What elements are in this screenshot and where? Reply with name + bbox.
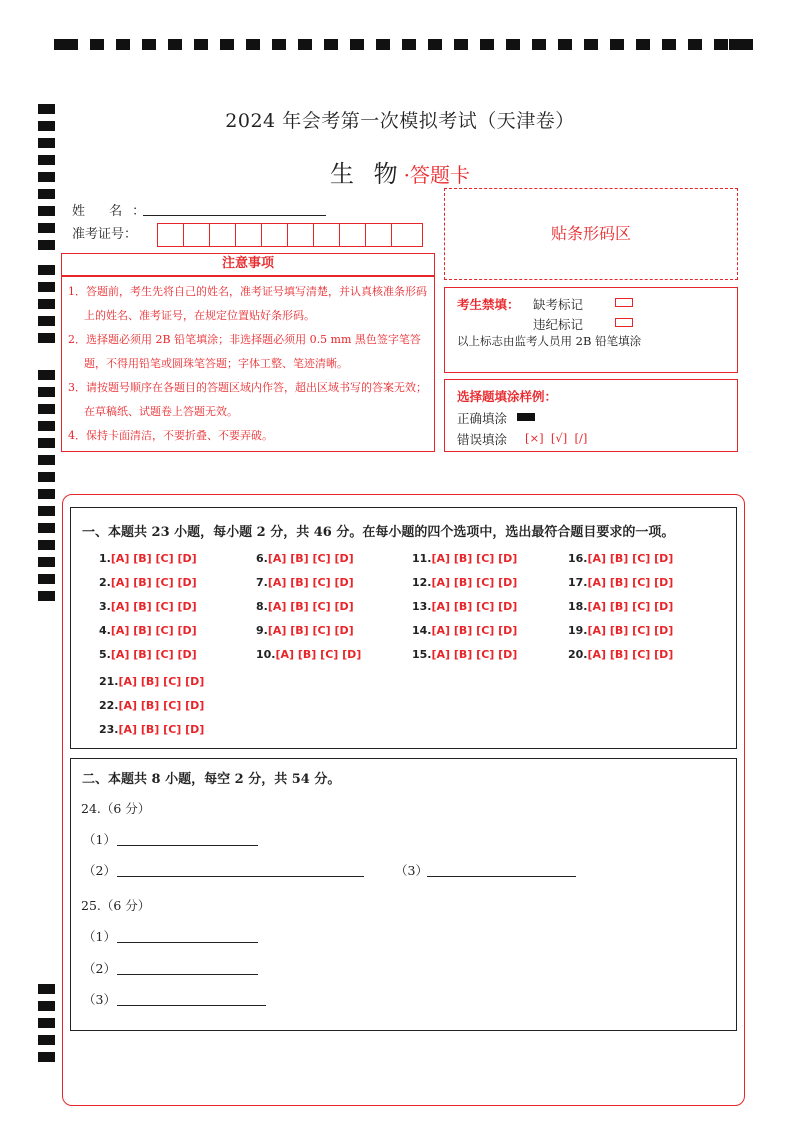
mc-question-number: 3. — [99, 600, 111, 613]
mc-options[interactable]: [A] [B] [C] [D] — [110, 624, 197, 637]
mc-options[interactable]: [A] [B] [C] [D] — [118, 723, 205, 736]
mc-question[interactable] — [99, 624, 197, 637]
id-cell[interactable] — [210, 224, 236, 246]
timing-mark — [38, 489, 55, 499]
mc-question[interactable] — [99, 699, 204, 712]
mc-question-number: 19. — [568, 624, 588, 637]
timing-mark — [90, 39, 104, 50]
timing-mark — [558, 39, 572, 50]
timing-mark — [38, 404, 55, 414]
notice-title-box — [61, 253, 435, 276]
mc-options[interactable]: [A] [B] [C] [D] — [118, 675, 205, 688]
q24-label: 24.（6 分） — [81, 801, 151, 816]
mc-question[interactable] — [99, 723, 204, 736]
wrong-fill-label: 错误填涂 — [457, 432, 508, 447]
mc-question[interactable] — [412, 576, 517, 589]
timing-mark — [714, 39, 728, 50]
timing-mark — [54, 39, 78, 50]
mc-question[interactable] — [99, 552, 197, 565]
q25-blank1-label: （1） — [83, 929, 116, 944]
mc-options[interactable]: [A] [B] [C] [D] — [110, 576, 197, 589]
timing-mark — [38, 223, 55, 233]
mc-question[interactable] — [256, 600, 354, 613]
barcode-area — [444, 188, 738, 280]
section1-box — [70, 507, 737, 749]
timing-mark — [38, 455, 55, 465]
correct-fill-sample — [517, 413, 535, 421]
timing-mark — [532, 39, 546, 50]
id-cell[interactable] — [158, 224, 184, 246]
mc-question[interactable] — [256, 648, 361, 661]
mc-question[interactable] — [99, 600, 197, 613]
mc-question-number: 5. — [99, 648, 111, 661]
absent-label: 缺考标记 — [533, 297, 584, 312]
mc-question[interactable] — [412, 552, 517, 565]
mc-options[interactable]: [A] [B] [C] [D] — [110, 600, 197, 613]
q25-blank3[interactable] — [117, 1004, 266, 1006]
violation-mark[interactable] — [615, 318, 633, 327]
answer-card-label: 答题卡 — [410, 163, 470, 187]
timing-mark — [454, 39, 468, 50]
timing-mark — [298, 39, 312, 50]
timing-mark — [350, 39, 364, 50]
mc-question-number: 1. — [99, 552, 111, 565]
mc-question[interactable] — [256, 624, 354, 637]
mc-options[interactable]: [A] [B] [C] [D] — [431, 552, 518, 565]
mc-options[interactable]: [A] [B] [C] [D] — [267, 600, 354, 613]
mc-question-number: 17. — [568, 576, 588, 589]
mc-question-number: 8. — [256, 600, 268, 613]
mc-options[interactable]: [A] [B] [C] [D] — [431, 600, 518, 613]
mc-options[interactable]: [A] [B] [C] [D] — [431, 624, 518, 637]
mc-options[interactable]: [A] [B] [C] [D] — [431, 648, 518, 661]
mc-options[interactable]: [A] [B] [C] [D] — [110, 552, 197, 565]
name-field[interactable] — [143, 214, 326, 216]
mc-question-number: 2. — [99, 576, 111, 589]
q25-blank1[interactable] — [117, 941, 258, 943]
id-cell[interactable] — [314, 224, 340, 246]
q24-blank1-label: （1） — [83, 832, 116, 847]
id-cell[interactable] — [184, 224, 210, 246]
mc-options[interactable]: [A] [B] [C] [D] — [275, 648, 362, 661]
violation-label: 违纪标记 — [533, 317, 584, 332]
mc-question[interactable] — [99, 648, 197, 661]
timing-mark — [38, 540, 55, 550]
sample-box — [444, 379, 738, 452]
mc-question-number: 14. — [412, 624, 432, 637]
q24-blank3-label: （3） — [395, 863, 428, 878]
timing-mark — [272, 39, 286, 50]
q25-blank3-label: （3） — [83, 992, 116, 1007]
notice-item: 3．请按题号顺序在各题目的答题区域内作答，超出区域书写的答案无效；在草稿纸、试题卷上答题无效。 — [68, 381, 427, 418]
correct-fill-label: 正确填涂 — [457, 411, 508, 426]
notice-item: 4．保持卡面清洁，不要折叠、不要弄破。 — [68, 429, 273, 442]
mc-question[interactable] — [256, 576, 354, 589]
id-cell[interactable] — [262, 224, 288, 246]
mc-options[interactable]: [A] [B] [C] [D] — [587, 600, 674, 613]
timing-mark — [38, 472, 55, 482]
mc-options[interactable]: [A] [B] [C] [D] — [587, 576, 674, 589]
timing-mark — [116, 39, 130, 50]
id-cell[interactable] — [366, 224, 392, 246]
timing-mark — [506, 39, 520, 50]
id-cell[interactable] — [340, 224, 366, 246]
mc-options[interactable]: [A] [B] [C] [D] — [587, 648, 674, 661]
mc-options[interactable]: [A] [B] [C] [D] — [267, 552, 354, 565]
timing-mark — [38, 984, 55, 994]
mc-question[interactable] — [99, 576, 197, 589]
mc-question-number: 13. — [412, 600, 432, 613]
timing-mark — [480, 39, 494, 50]
timing-mark — [38, 1052, 55, 1062]
mc-question-number: 4. — [99, 624, 111, 637]
mc-options[interactable]: [A] [B] [C] [D] — [587, 552, 674, 565]
sample-title: 选择题填涂样例： — [457, 389, 558, 404]
timing-mark — [688, 39, 702, 50]
timing-mark — [194, 39, 208, 50]
timing-mark — [38, 591, 55, 601]
section1-heading: 一、本题共 23 小题，每小题 2 分，共 46 分。在每小题的四个选项中，选出最符合题目要求的一项。 — [82, 525, 675, 540]
timing-mark — [38, 206, 55, 216]
q24-blank2-label: （2） — [83, 863, 116, 878]
timing-mark — [636, 39, 650, 50]
mc-question-number: 7. — [256, 576, 268, 589]
timing-mark — [38, 299, 55, 309]
mc-question-number: 23. — [99, 723, 119, 736]
id-number-grid[interactable] — [157, 223, 423, 247]
timing-mark — [38, 421, 55, 431]
timing-mark — [38, 265, 55, 275]
absent-mark[interactable] — [615, 298, 633, 307]
subject-heading — [0, 154, 800, 189]
q24-blank2[interactable] — [117, 875, 364, 877]
timing-mark — [729, 39, 753, 50]
notice-title: 注意事项 — [221, 256, 274, 271]
timing-mark — [38, 282, 55, 292]
mc-question-number: 11. — [412, 552, 432, 565]
timing-mark — [38, 387, 55, 397]
barcode-label: 贴条形码区 — [550, 224, 631, 243]
timing-mark — [610, 39, 624, 50]
timing-mark — [38, 506, 55, 516]
mc-question-number: 12. — [412, 576, 432, 589]
timing-mark — [38, 189, 55, 199]
timing-mark — [584, 39, 598, 50]
timing-mark — [220, 39, 234, 50]
section2-box — [70, 758, 737, 1031]
q25-label: 25.（6 分） — [81, 898, 151, 913]
id-cell[interactable] — [288, 224, 314, 246]
mc-options[interactable]: [A] [B] [C] [D] — [431, 576, 518, 589]
id-label: 准考证号： — [72, 227, 138, 242]
mc-options[interactable]: [A] [B] [C] [D] — [110, 648, 197, 661]
mc-question-number: 20. — [568, 648, 588, 661]
forbidden-title: 考生禁填： — [457, 297, 520, 312]
timing-mark — [38, 240, 55, 250]
name-label: 姓 名： — [72, 204, 156, 219]
timing-mark — [38, 557, 55, 567]
mc-options[interactable]: [A] [B] [C] [D] — [118, 699, 205, 712]
mc-question-number: 15. — [412, 648, 432, 661]
mc-question[interactable] — [256, 552, 354, 565]
timing-mark — [142, 39, 156, 50]
mc-question[interactable] — [568, 552, 673, 565]
mc-question[interactable] — [568, 648, 673, 661]
timing-mark — [38, 138, 55, 148]
timing-mark — [38, 1001, 55, 1011]
mc-question-number: 9. — [256, 624, 268, 637]
q25-blank2[interactable] — [117, 973, 258, 975]
section2-heading: 二、本题共 8 小题，每空 2 分，共 54 分。 — [82, 772, 341, 787]
mc-options[interactable]: [A] [B] [C] [D] — [587, 624, 674, 637]
timing-mark — [428, 39, 442, 50]
q24-blank1[interactable] — [117, 844, 258, 846]
forbidden-box — [444, 287, 738, 373]
notice-item: 2．选择题必须用 2B 铅笔填涂；非选择题必须用 0.5 mm 黑色签字笔答题，不得用铅笔或圆珠笔答题；字体工整、笔迹清晰。 — [68, 333, 421, 370]
timing-mark — [246, 39, 260, 50]
timing-mark — [168, 39, 182, 50]
mc-question-number: 18. — [568, 600, 588, 613]
mc-question[interactable] — [412, 600, 517, 613]
mc-question-number: 16. — [568, 552, 588, 565]
mc-options[interactable]: [A] [B] [C] [D] — [267, 576, 354, 589]
q25-blank2-label: （2） — [83, 961, 116, 976]
subject-dot: · — [403, 163, 410, 187]
mc-question-number: 10. — [256, 648, 276, 661]
mc-question[interactable] — [412, 624, 517, 637]
timing-mark — [38, 574, 55, 584]
exam-title: 2024 年会考第一次模拟考试（天津卷） — [225, 110, 575, 132]
timing-mark — [662, 39, 676, 50]
forbidden-note: 以上标志由监考人员用 2B 铅笔填涂 — [457, 334, 642, 348]
subject-name: 生 物 — [330, 160, 404, 188]
mc-options[interactable]: [A] [B] [C] [D] — [267, 624, 354, 637]
timing-mark — [38, 370, 55, 380]
timing-mark — [38, 1035, 55, 1045]
timing-mark — [38, 1018, 55, 1028]
timing-mark — [38, 523, 55, 533]
wrong-fill-samples: [×] [√] [/] — [525, 431, 588, 445]
mc-question-number: 22. — [99, 699, 119, 712]
q24-blank3[interactable] — [427, 875, 576, 877]
timing-mark — [38, 438, 55, 448]
mc-question[interactable] — [568, 600, 673, 613]
mc-question[interactable] — [568, 576, 673, 589]
mc-question-number: 6. — [256, 552, 268, 565]
timing-mark — [324, 39, 338, 50]
id-cell[interactable] — [236, 224, 262, 246]
mc-question[interactable] — [99, 675, 204, 688]
mc-question-number: 21. — [99, 675, 119, 688]
timing-mark — [38, 333, 55, 343]
notice-item: 1．答题前，考生先将自己的姓名，准考证号填写清楚，并认真核准条形码上的姓名、准考证号，在规定位置贴好条形码。 — [68, 285, 427, 322]
timing-mark — [376, 39, 390, 50]
mc-question[interactable] — [568, 624, 673, 637]
id-cell[interactable] — [392, 224, 418, 246]
mc-question[interactable] — [412, 648, 517, 661]
notice-list — [61, 276, 435, 452]
timing-mark — [402, 39, 416, 50]
timing-mark — [38, 316, 55, 326]
